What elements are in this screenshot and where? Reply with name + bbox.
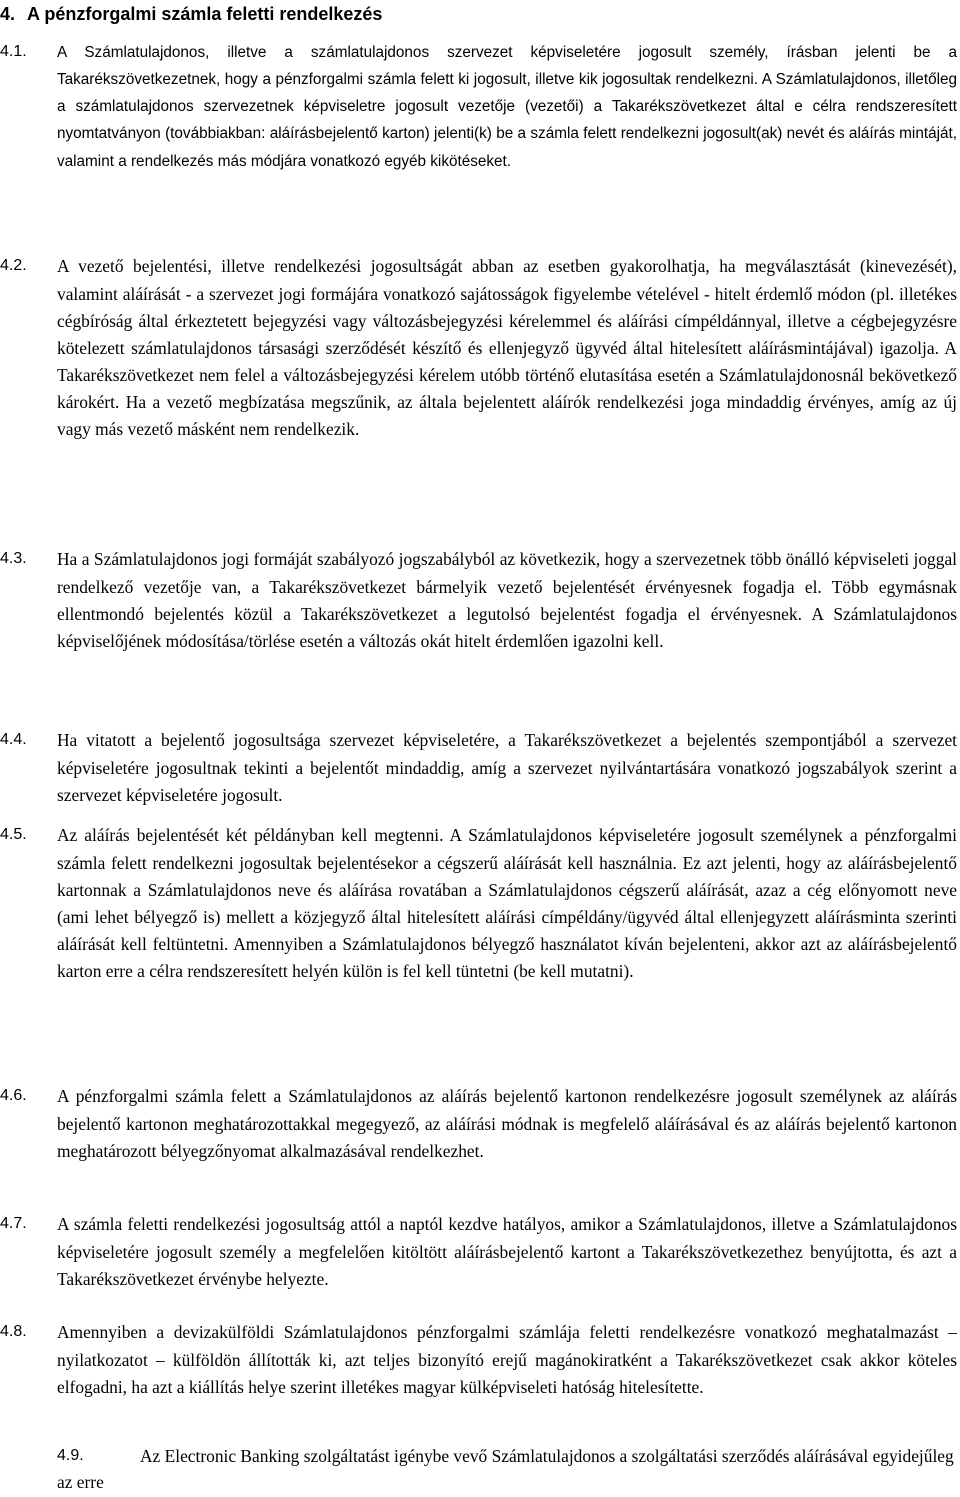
paragraph-rest: Az aláírás bejelentését két példányban kell megtenni. A Számlatulajdonos képviseletére jogosult személynek a pénzforgalmi számla felett rendelkezni jogosultak bejelentésekor a cégszerű aláírását kell használnia. Ez azt jelenti, hogy az aláírásbejelentő kartonnak a Számlatulajdonos neve és aláírása rovatában a Számlatulajdonos cégszerű aláírását, azaz a cég előnyomott neve (ami lehet bélyegző is) mellett a közjegyző által hitelesített aláírási címpéldány/ügyvéd által ellenjegyzett aláírásminta szerinti aláírását kell feltüntetni. Amennyiben a Számlatulajdonos bélyegző használatot kíván bejelenteni, akkor azt az aláírásbejelentő karton erre a célra rendszeresített helyén külön is fel kell tüntetni (be kell mutatni). bbox=[57, 825, 957, 981]
paragraph-number: 4.5. bbox=[0, 826, 27, 843]
paragraph-text bbox=[57, 1083, 957, 1165]
paragraph-text bbox=[57, 822, 957, 985]
paragraph-text: Az Electronic Banking szolgáltatást igénybe vevő Számlatulajdonos a szolgáltatási szerződés aláírásával egyidejűleg az erre bbox=[57, 1446, 954, 1492]
paragraph-rest: Ha vitatott a bejelentő jogosultsága szervezet képviseletére, a Takarékszövetkezet a bejelentés szempontjából a szervezet képviseletére jogosultnak tekinti a bejelentőt mindaddig, amíg a szervezet nyilvántartására vonatkozó jogszabályok szerint a szervezet képviseletére jogosult. bbox=[57, 730, 957, 805]
paragraph-rest: A számla feletti rendelkezési jogosultság attól a naptól kezdve hatályos, amikor a Számlatulajdonos, illetve a Számlatulajdonos képviseletére jogosult személy a megfelelően kitöltött aláírásbejelentő kartont a Takarékszövetkezethez benyújtotta, és azt a Takarékszövetkezet érvénybe helyezte. bbox=[57, 1214, 957, 1289]
paragraph-number: 4.9. bbox=[57, 1447, 84, 1464]
paragraph-text bbox=[57, 1319, 957, 1401]
paragraph-rest: Amennyiben a devizakülföldi Számlatulajdonos pénzforgalmi számlája feletti rendelkezésre vonatkozó meghatalmazást – nyilatkozatot – külföldön állították ki, azt teljes bizonyító erejű magánokiratként a Takarékszövetkezet csak akkor köteles elfogadni, ha azt a kiállítás helye szerint illetékes magyar külképviseleti hatóság hitelesítette. bbox=[57, 1322, 957, 1397]
paragraph-number: 4.2. bbox=[0, 257, 27, 274]
paragraph-text bbox=[57, 727, 957, 809]
section-heading bbox=[0, 2, 382, 26]
paragraph-rest: A pénzforgalmi számla felett a Számlatulajdonos az aláírás bejelentő kartonon rendelkezésre jogosult személynek az aláírás bejelentő kartonon meghatározottakkal megegyező, az aláírási módnak is megfelelő aláírásával és az aláírás bejelentő kartonon meghatározott bélyegzőnyomat alkalmazásával rendelkezhet. bbox=[57, 1086, 957, 1161]
paragraph-number: 4.7. bbox=[0, 1215, 27, 1232]
paragraph-text bbox=[57, 253, 957, 443]
paragraph-number: 4.1. bbox=[0, 43, 27, 60]
paragraph-lead: A Számlatulajdonos, illetve a számlatulajdonos szervezet képviseletére jogosult személy, írásban jelenti be a Takarékszövetkezetnek, hogy a pénzforgalmi számla felett ki jogosult, illetve kik jogosultak rendelkezni. A Számlatulajdonos, illetőleg a számlatulajdonos szervezetnek képviseletre jogosult vezetője (vezetői) a Takarékszövetkezet által e célra rendszeresített nyomtatványon (továbbiakban: aláírásbejelentő karton) jelenti(k) be a számla felett rendelkezni jogosult(ak) nevét és aláírás mintáját, valamint a rendelkezés más módjára vonatkozó egyéb kikötéseket. bbox=[57, 44, 957, 170]
paragraph-number: 4.3. bbox=[0, 550, 27, 567]
paragraph-text bbox=[57, 1211, 957, 1293]
paragraph-number: 4.6. bbox=[0, 1087, 27, 1104]
paragraph-text bbox=[57, 546, 957, 655]
paragraph-text bbox=[57, 39, 957, 175]
heading-title: A pénzforgalmi számla feletti rendelkezés bbox=[27, 4, 383, 24]
heading-number: 4. bbox=[0, 4, 16, 24]
paragraph-number: 4.8. bbox=[0, 1323, 27, 1340]
paragraph-number: 4.4. bbox=[0, 731, 27, 748]
paragraph-rest: Ha a Számlatulajdonos jogi formáját szabályozó jogszabályból az következik, hogy a szervezetnek több önálló képviseleti joggal rendelkező vezetője van, a Takarékszövetkezet bármelyik vezető bejelentését érvényesnek fogadja el. Több egymásnak ellentmondó bejelentés közül a Takarékszövetkezet a legutolsó bejelentést fogadja el érvényesnek. A Számlatulajdonos képviselőjének módosítása/törlése esetén a változás okát hitelt érdemlően igazolni kell. bbox=[57, 549, 957, 651]
paragraph-rest: A vezető bejelentési, illetve rendelkezési jogosultságát abban az esetben gyakorolhatja, ha megválasztását (kinevezését), valamint aláírását - a szervezet jogi formájára vonatkozó sajátosságok figyelembe vételével - hitelt érdemlő módon (pl. illetékes cégbíróság által érkeztetett bejegyzési vagy változásbejegyzési kérelemmel és aláírási címpéldánnyal, illetve a cégbejegyzésre kötelezett számlatulajdonos társasági szerződését készítő és ellenjegyző ügyvéd által hitelesített aláírásmintájával) igazolja. A Takarékszövetkezet nem felel a változásbejegyzési kérelem utóbb történő elutasítása esetén a Számlatulajdonosnál bekövetkező károkért. Ha a vezető megbízatása megszűnik, az általa bejelentett aláírók rendelkezési joga mindaddig érvényes, amíg az új vagy más vezető másként nem rendelkezik. bbox=[57, 256, 957, 439]
